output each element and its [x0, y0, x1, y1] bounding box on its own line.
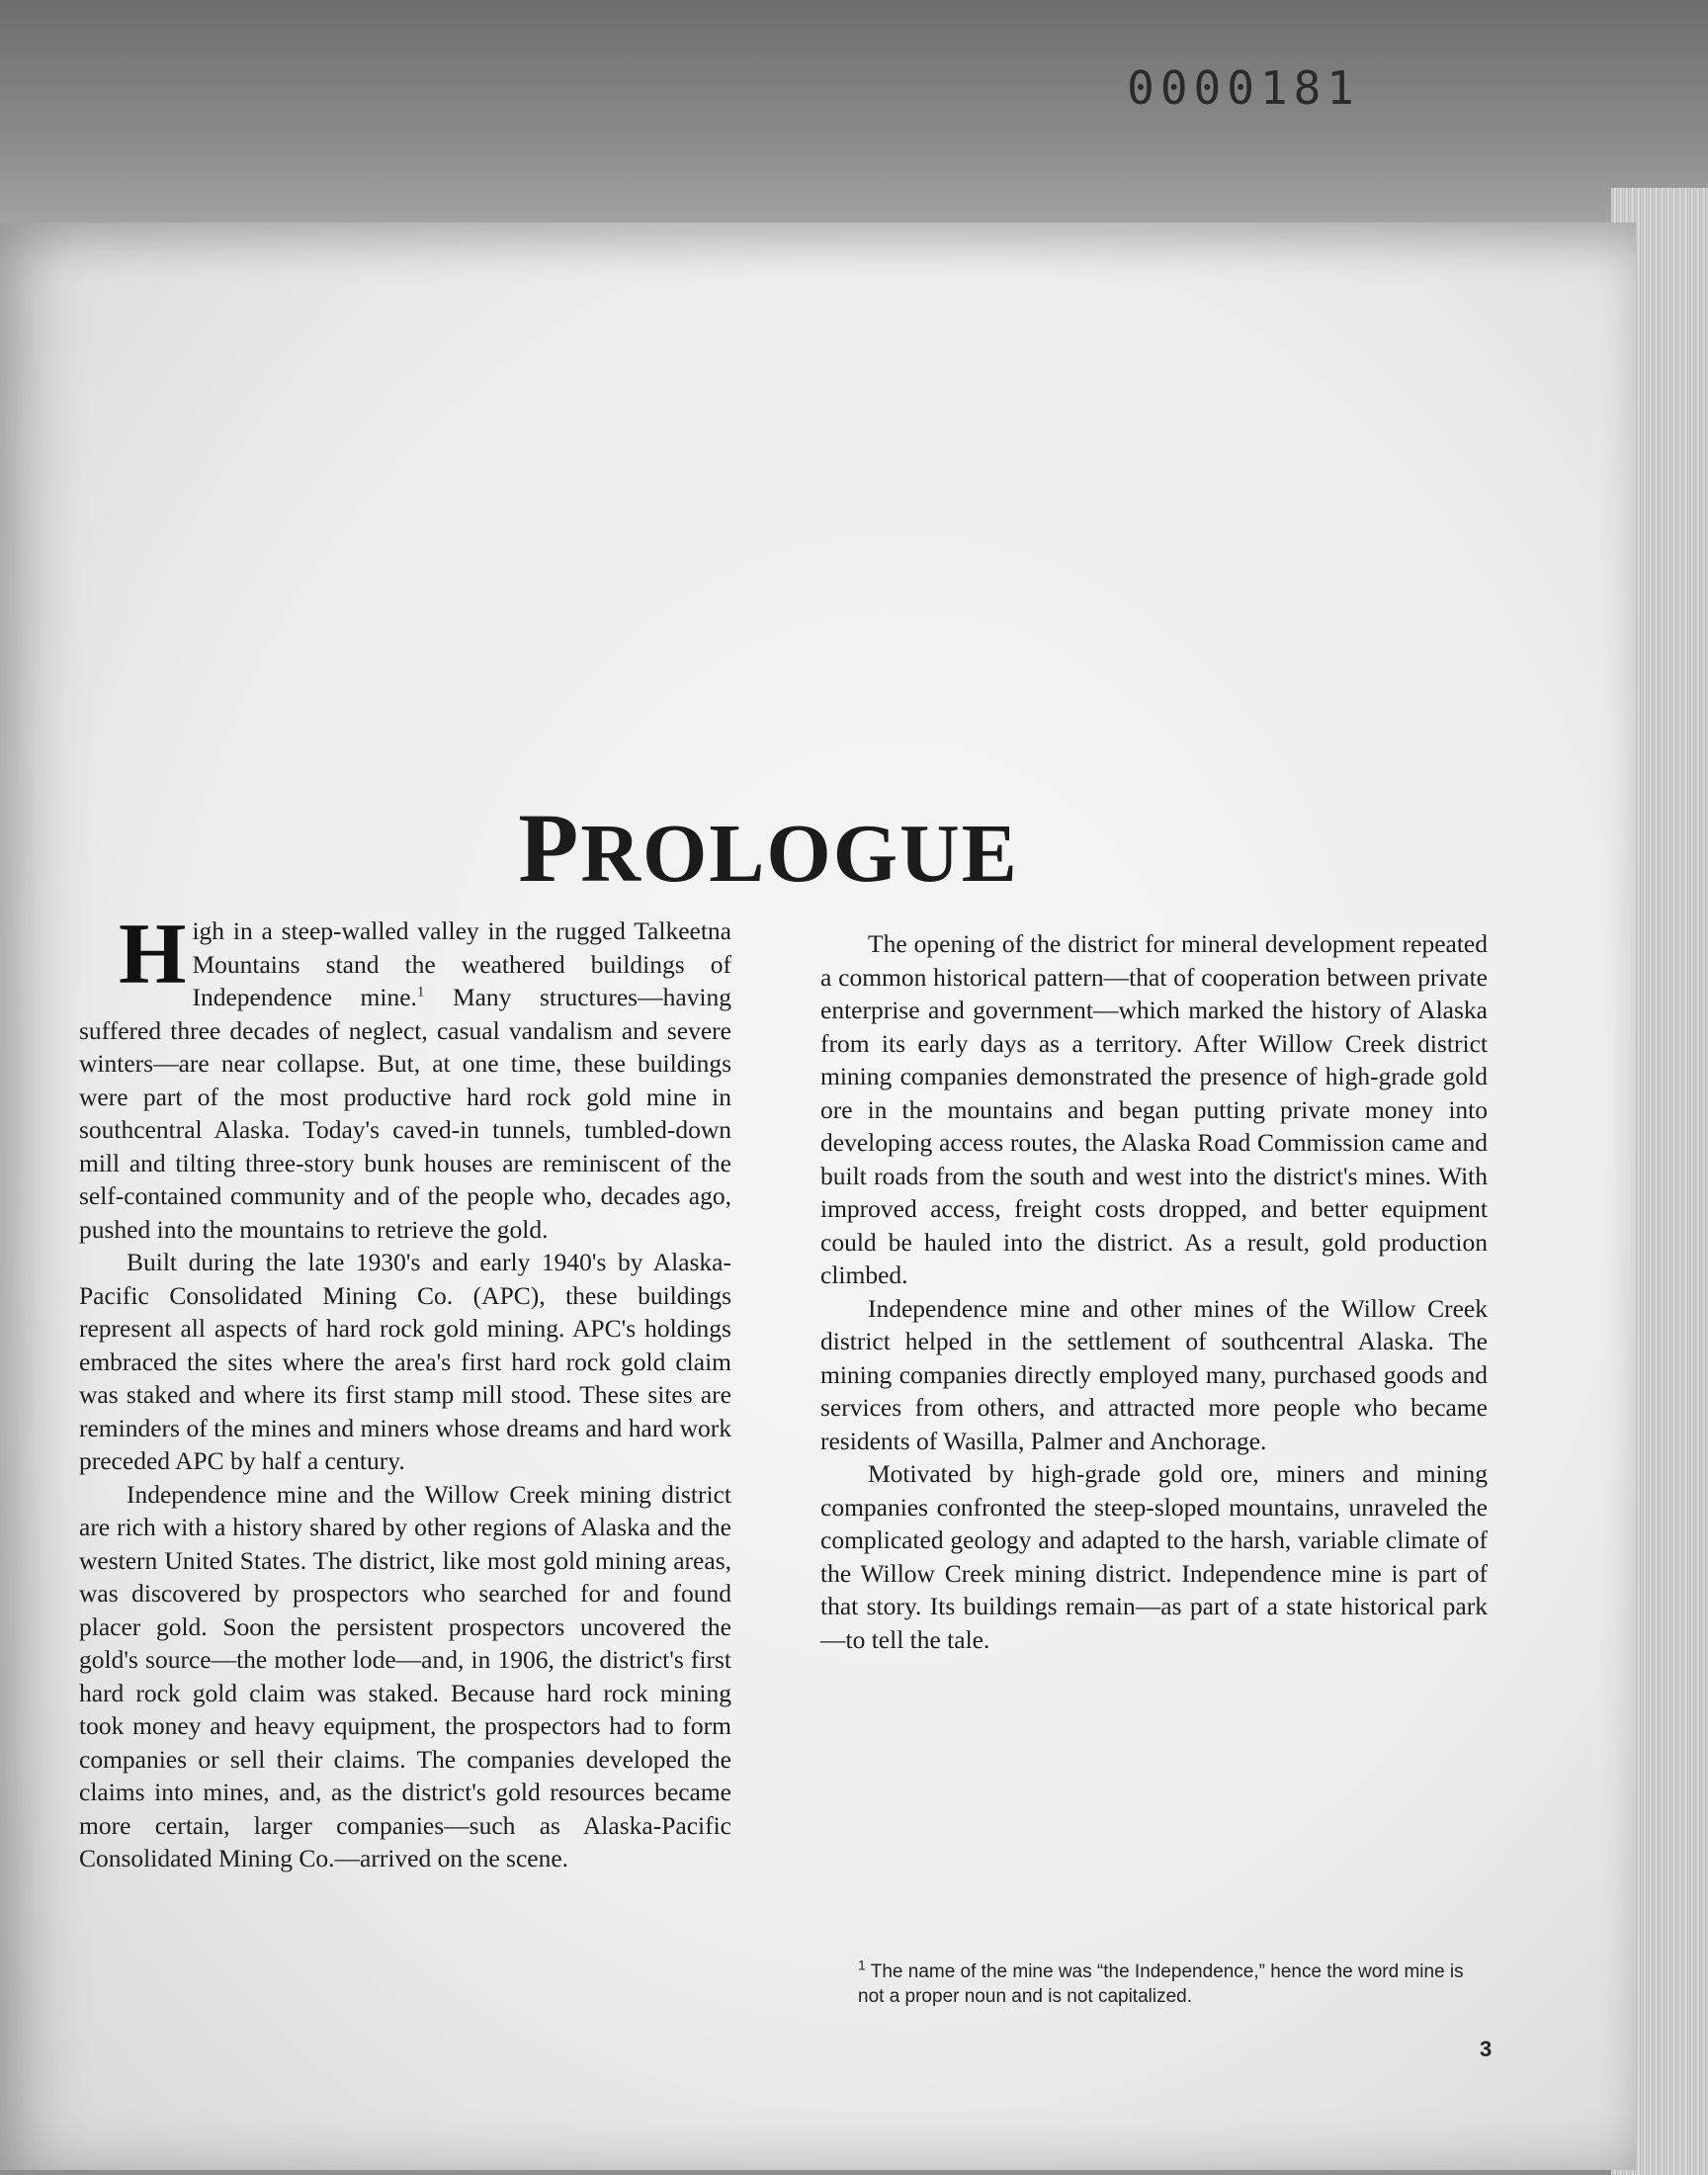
scan-top-band [0, 0, 1708, 247]
title-first-letter: P [518, 793, 581, 903]
left-column [79, 907, 731, 1875]
dropcap-letter: H [119, 907, 187, 1002]
page-number: 3 [1480, 2037, 1493, 2061]
right-column [820, 927, 1488, 1656]
right-paragraph-3: Motivated by high-grade gold ore, miners and mining companies confronted the steep-sloped mountains, unraveled the complicated geology and adapted to the harsh, variable climate of the Willow Creek mining district. Independence mine is part of that story. Its buildings remain—as part of a state historical park—to tell the tale. [820, 1459, 1488, 1654]
page-title [0, 791, 1537, 905]
footnote-marker: 1 [858, 1957, 866, 1973]
footnote-text: The name of the mine was “the Independence,” hence the word mine is not a proper noun and is not capitalized. [858, 1961, 1464, 2007]
right-paragraph-2: Independence mine and other mines of the Willow Creek district helped in the settlement of southcentral Alaska. The mining companies directly employed many, purchased goods and services from others, and attracted more people who became residents of Wasilla, Palmer and Anchorage. [820, 1293, 1488, 1455]
left-paragraph-1 [79, 907, 731, 1246]
right-paragraph-1: The opening of the district for mineral development repeated a common historical pattern—that of cooperation between private enterprise and government—which marked the history of Alaska from its early days as a territory. After Willow Creek district mining companies demonstrated the presence of high-grade gold ore in the mountains and began putting private money into developing access routes, the Alaska Road Commission came and built roads from the south and west into the district's mines. With improved access, freight costs dropped, and better equipment could be hauled into the district. As a result, gold production climbed. [820, 929, 1488, 1289]
left-paragraph-3: Independence mine and the Willow Creek mining district are rich with a history shared by other regions of Alaska and the western United States. The district, like most gold mining areas, was discovered by prospectors who searched for and found placer gold. Soon the persistent prospectors uncovered the gold's source—the mother lode—and, in 1906, the district's first hard rock gold claim was staked. Because hard rock mining took money and heavy equipment, the prospectors had to form companies or sell their claims. The companies developed the claims into mines, and, as the district's gold resources became more certain, larger companies—such as Alaska-Pacific Consolidated Mining Co.—arrived on the scene. [79, 1479, 731, 1872]
paragraph-text: Many structures—having suffered three decades of neglect, casual vandalism and severe winters—are near collapse. But, at one time, these buildings were part of the most productive hard rock gold mine in southcentral Alaska. Today's caved-in tunnels, tumbled-down mill and tilting three-story bunk houses are reminiscent of the self-contained community and of the people who, decades ago, pushed into the mountains to retrieve the gold. [79, 983, 731, 1244]
paragraph-text: igh in a steep-walled valley in the rugged Talkeetna Mountains stand the weathered buildings of Independence mine. [192, 916, 731, 1011]
title-rest: ROLOGUE [580, 808, 1019, 900]
document-id-stamp: 0000181 [1127, 61, 1360, 115]
footnote [858, 1959, 1471, 2009]
left-paragraph-2: Built during the late 1930's and early 1940's by Alaska-Pacific Consolidated Mining Co. (APC), these buildings represent all aspects of hard rock gold mining. APC's holdings embraced the sites where the area's first hard rock gold claim was staked and where its first stamp mill stood. These sites are reminders of the mines and miners whose dreams and hard work preceded APC by half a century. [79, 1248, 731, 1475]
footnote-reference: 1 [416, 984, 425, 1000]
